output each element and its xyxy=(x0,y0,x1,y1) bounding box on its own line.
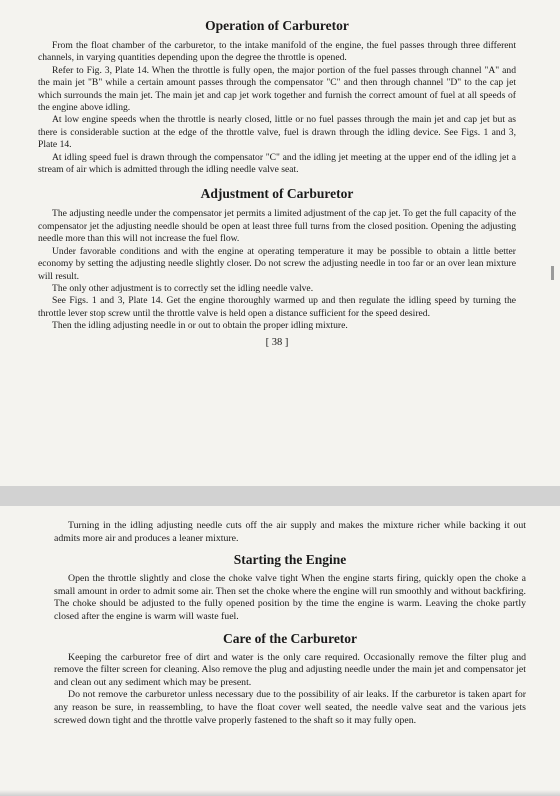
page-edge xyxy=(0,790,560,796)
scan-mark xyxy=(551,266,554,280)
paragraph: See Figs. 1 and 3, Plate 14. Get the engine thoroughly warmed up and then regulate the idling speed by turning the throttle lever stop screw until the throttle valve is held open a distance sufficient for the speed desired. xyxy=(38,295,516,319)
heading-care-of-the-carburetor: Care of the Carburetor xyxy=(222,630,358,646)
paragraph: The adjusting needle under the compensator jet permits a limited adjustment of the cap jet. To get the full capacity of the compensator jet the adjusting needle should be open at least three full turns from the closed position. Opening the adjusting needle more than this will not increase the fuel flow. xyxy=(38,208,516,245)
paragraph: Refer to Fig. 3, Plate 14. When the throttle is fully open, the major portion of the fuel passes through channel "A" and the main jet "B" while a certain amount passes through the compensator "C" and then through channel "D" to the cap jet which surrounds the main jet. The main jet and cap jet work together and furnish the correct amount of fuel at all speeds of the engine above idling. xyxy=(38,64,516,114)
paragraph: The only other adjustment is to correctly set the idling needle valve. xyxy=(52,282,314,294)
heading-adjustment-of-carburetor: Adjustment of Carburetor xyxy=(200,186,354,202)
heading-operation-of-carburetor: Operation of Carburetor xyxy=(205,18,349,33)
paragraph: Open the throttle slightly and close the choke valve tight When the engine starts firing, quickly open the choke a small amount in order to admit some air. Then set the choke where the engine will run smoothly and without backfiring. The choke should be adjusted to the fully opened position by the time the engine is warm. Leaving the choke partly closed after the engine is warm will waste fuel. xyxy=(54,573,526,622)
page-number: [ 38 ] xyxy=(265,336,289,348)
page-gap xyxy=(0,486,560,506)
paragraph: Under favorable conditions and with the engine at operating temperature it may be possible to obtain a little better economy by setting the adjusting needle slightly closer. Do not screw the adjusting needle in too far or an over lean mixture will result. xyxy=(38,245,516,282)
paragraph: At idling speed fuel is drawn through the compensator "C" and the idling jet meeting at the upper end of the idling jet a stream of air which is admitted through the idling needle valve seat. xyxy=(38,151,516,176)
paragraph: Then the idling adjusting needle in or out to obtain the proper idling mixture. xyxy=(52,320,348,332)
heading-starting-the-engine: Starting the Engine xyxy=(233,552,347,568)
page-bottom xyxy=(0,506,560,796)
paragraph: At low engine speeds when the throttle is nearly closed, little or no fuel passes through the main jet and cap jet but as there is considerable suction at the edge of the throttle valve, fuel is drawn through the idling device. See Figs. 1 and 3, Plate 14. xyxy=(38,114,516,151)
paragraph: Keeping the carburetor free of dirt and water is the only care required. Occasionally remove the filter plug and remove the filter screen for cleaning. Also remove the plug and adjusting needle under the main jet and compensator jet and clean out any sediment which may be present. xyxy=(54,651,526,688)
paragraph: Turning in the idling adjusting needle cuts off the air supply and makes the mixture richer while backing it out admits more air and produces a leaner mixture. xyxy=(54,520,526,544)
paragraph: From the float chamber of the carburetor, to the intake manifold of the engine, the fuel passes through three different channels, in varying quantities depending upon the degree the throttle is opened. xyxy=(38,40,516,64)
paragraph: Do not remove the carburetor unless necessary due to the possibility of air leaks. If the carburetor is taken apart for any reason be sure, in reassembling, to have the float cover well seated, the needle valve seat and the various jets screwed down tight and the throttle valve properly fastened to the shaft so it may fully open. xyxy=(54,689,526,726)
